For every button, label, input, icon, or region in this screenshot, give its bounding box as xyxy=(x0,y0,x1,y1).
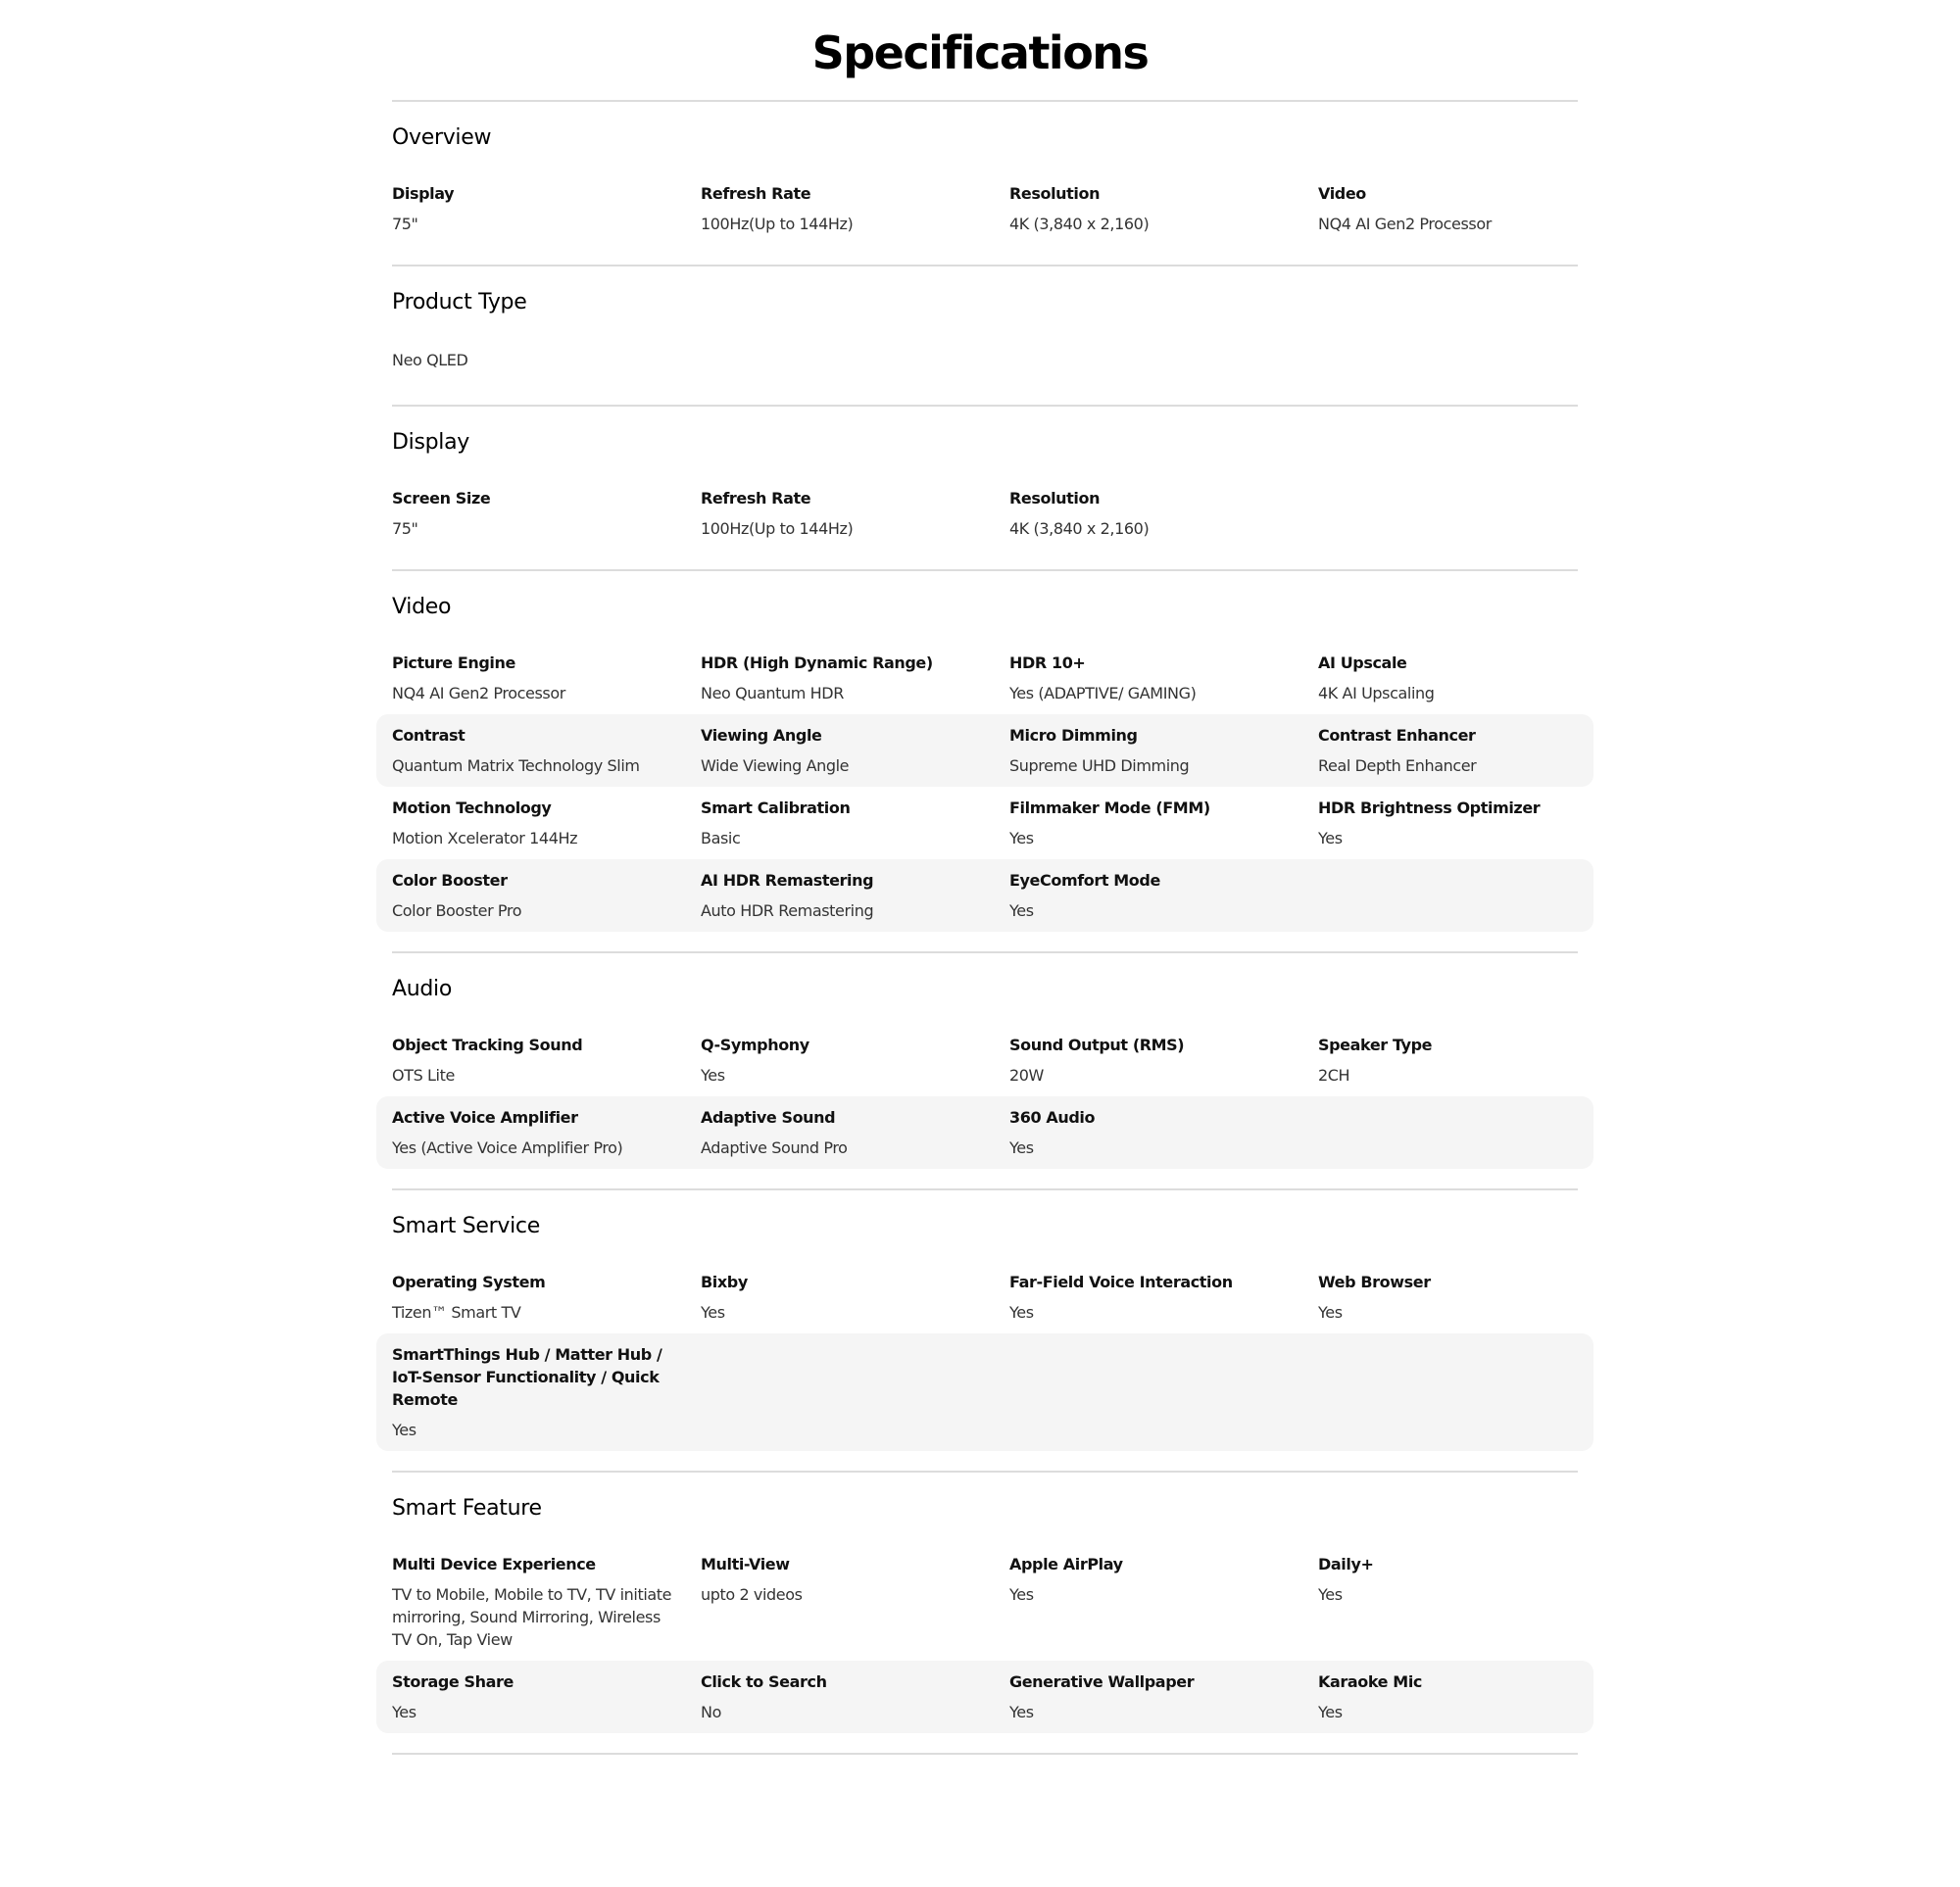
section-title: Video xyxy=(392,595,452,619)
spec-value: Yes xyxy=(1009,1585,1034,1604)
spec-row xyxy=(376,1661,1593,1733)
spec-value: Supreme UHD Dimming xyxy=(1009,756,1190,775)
spec-item xyxy=(1318,1670,1627,1723)
spec-item xyxy=(701,487,1009,540)
spec-row xyxy=(376,1543,1593,1661)
spec-label: Resolution xyxy=(1009,184,1101,203)
spec-label: Contrast xyxy=(392,726,466,745)
spec-value: Yes xyxy=(1009,901,1034,920)
section-title: Product Type xyxy=(392,290,527,314)
spec-value: Yes xyxy=(392,1421,416,1439)
spec-item xyxy=(701,1106,1009,1159)
spec-row xyxy=(376,787,1593,859)
spec-row xyxy=(376,714,1593,787)
spec-label: Bixby xyxy=(701,1273,748,1291)
spec-row xyxy=(376,859,1593,932)
spec-value: Yes (ADAPTIVE/ GAMING) xyxy=(1009,684,1197,702)
section-title: Smart Feature xyxy=(392,1496,542,1521)
spec-item xyxy=(392,652,701,704)
spec-value: Yes xyxy=(1318,1703,1343,1721)
spec-value: Yes (Active Voice Amplifier Pro) xyxy=(392,1138,623,1157)
spec-label: Apple AirPlay xyxy=(1009,1555,1123,1573)
spec-item xyxy=(392,1670,701,1723)
spec-item xyxy=(701,1670,1009,1723)
spec-label: EyeComfort Mode xyxy=(1009,871,1160,890)
section-title: Audio xyxy=(392,977,453,1001)
spec-item xyxy=(392,182,701,235)
spec-row xyxy=(376,1024,1593,1096)
spec-row xyxy=(376,1261,1593,1333)
spec-label: Picture Engine xyxy=(392,653,515,672)
spec-value: 75" xyxy=(392,215,418,233)
spec-value: Auto HDR Remastering xyxy=(701,901,874,920)
spec-item xyxy=(701,797,1009,849)
spec-label: Storage Share xyxy=(392,1672,514,1691)
spec-label: Filmmaker Mode (FMM) xyxy=(1009,798,1210,817)
section-smart-feature xyxy=(392,1471,1578,1753)
page-title: Specifications xyxy=(811,26,1149,79)
spec-item xyxy=(392,797,701,849)
spec-item xyxy=(701,1553,1009,1651)
spec-label: Contrast Enhancer xyxy=(1318,726,1476,745)
specifications-list xyxy=(392,100,1578,1755)
spec-label: Object Tracking Sound xyxy=(392,1036,583,1054)
spec-value: Yes xyxy=(1009,829,1034,847)
spec-item xyxy=(1009,1034,1318,1087)
spec-label: Far-Field Voice Interaction xyxy=(1009,1273,1233,1291)
spec-label: Micro Dimming xyxy=(1009,726,1138,745)
spec-value: 4K AI Upscaling xyxy=(1318,684,1435,702)
spec-item xyxy=(1318,797,1627,849)
spec-item xyxy=(1009,1271,1318,1324)
spec-value: Neo Quantum HDR xyxy=(701,684,844,702)
spec-label: AI HDR Remastering xyxy=(701,871,874,890)
spec-item xyxy=(1009,1106,1318,1159)
spec-value: Adaptive Sound Pro xyxy=(701,1138,848,1157)
spec-item xyxy=(392,487,701,540)
spec-value: Yes xyxy=(1318,1585,1343,1604)
spec-label: Multi-View xyxy=(701,1555,790,1573)
spec-value: Yes xyxy=(1009,1303,1034,1322)
section-audio xyxy=(392,951,1578,1188)
spec-value: Real Depth Enhancer xyxy=(1318,756,1477,775)
spec-item xyxy=(1318,1553,1627,1651)
spec-value: Yes xyxy=(1318,829,1343,847)
spec-value: 20W xyxy=(1009,1066,1044,1085)
spec-row xyxy=(376,477,1593,550)
spec-item xyxy=(1009,1553,1318,1651)
spec-item xyxy=(701,724,1009,777)
spec-value: No xyxy=(701,1703,721,1721)
spec-value: Yes xyxy=(701,1303,725,1322)
spec-label: Refresh Rate xyxy=(701,184,811,203)
spec-label: Motion Technology xyxy=(392,798,552,817)
spec-label: Refresh Rate xyxy=(701,489,811,508)
spec-value: 75" xyxy=(392,519,418,538)
spec-label: SmartThings Hub / Matter Hub / IoT-Sensor Functionality / Quick Remote xyxy=(392,1345,662,1409)
spec-label: Operating System xyxy=(392,1273,546,1291)
spec-item xyxy=(701,182,1009,235)
spec-item xyxy=(701,1271,1009,1324)
spec-item xyxy=(392,1034,701,1087)
spec-value: Yes xyxy=(1318,1303,1343,1322)
spec-row xyxy=(376,1333,1593,1451)
section-title: Smart Service xyxy=(392,1214,540,1238)
section-product-type xyxy=(392,265,1578,405)
spec-label: Active Voice Amplifier xyxy=(392,1108,578,1127)
spec-value: Yes xyxy=(392,1703,416,1721)
spec-value: 4K (3,840 x 2,160) xyxy=(1009,215,1150,233)
spec-label: Web Browser xyxy=(1318,1273,1431,1291)
spec-label: Display xyxy=(392,184,455,203)
section-display xyxy=(392,405,1578,569)
spec-value: Motion Xcelerator 144Hz xyxy=(392,829,578,847)
spec-label: HDR Brightness Optimizer xyxy=(1318,798,1541,817)
spec-label: AI Upscale xyxy=(1318,653,1407,672)
spec-item xyxy=(701,1034,1009,1087)
spec-label: Screen Size xyxy=(392,489,491,508)
spec-item xyxy=(701,652,1009,704)
spec-label: Smart Calibration xyxy=(701,798,851,817)
spec-value: 100Hz(Up to 144Hz) xyxy=(701,215,854,233)
spec-label: Resolution xyxy=(1009,489,1101,508)
spec-label: Multi Device Experience xyxy=(392,1555,596,1573)
spec-value: 4K (3,840 x 2,160) xyxy=(1009,519,1150,538)
spec-item xyxy=(392,724,701,777)
section-video xyxy=(392,569,1578,951)
spec-item xyxy=(1318,1271,1627,1324)
spec-item xyxy=(1009,1670,1318,1723)
spec-value: Quantum Matrix Technology Slim xyxy=(392,756,640,775)
spec-value: NQ4 AI Gen2 Processor xyxy=(1318,215,1492,233)
spec-value: Tizen™ Smart TV xyxy=(392,1303,521,1322)
spec-item xyxy=(1009,797,1318,849)
spec-label: Daily+ xyxy=(1318,1555,1374,1573)
spec-label: HDR (High Dynamic Range) xyxy=(701,653,933,672)
spec-label: Sound Output (RMS) xyxy=(1009,1036,1185,1054)
spec-label: Speaker Type xyxy=(1318,1036,1433,1054)
spec-row xyxy=(376,172,1593,245)
spec-item xyxy=(1009,724,1318,777)
spec-label: Video xyxy=(1318,184,1366,203)
spec-value: Color Booster Pro xyxy=(392,901,522,920)
spec-item xyxy=(392,1343,701,1441)
spec-value: NQ4 AI Gen2 Processor xyxy=(392,684,565,702)
spec-label: Q-Symphony xyxy=(701,1036,809,1054)
spec-item xyxy=(1318,182,1627,235)
spec-value: 2CH xyxy=(1318,1066,1350,1085)
spec-label: Viewing Angle xyxy=(701,726,822,745)
spec-value: Yes xyxy=(701,1066,725,1085)
spec-item xyxy=(1009,182,1318,235)
spec-value: 100Hz(Up to 144Hz) xyxy=(701,519,854,538)
section-smart-service xyxy=(392,1188,1578,1471)
spec-value: Wide Viewing Angle xyxy=(701,756,850,775)
spec-value: upto 2 videos xyxy=(701,1585,803,1604)
spec-item xyxy=(392,1271,701,1324)
spec-value: Yes xyxy=(1009,1138,1034,1157)
spec-value: Neo QLED xyxy=(392,351,468,369)
section-overview xyxy=(392,100,1578,265)
spec-value: Yes xyxy=(1009,1703,1034,1721)
spec-value: OTS Lite xyxy=(392,1066,455,1085)
spec-label: Color Booster xyxy=(392,871,508,890)
spec-label: Adaptive Sound xyxy=(701,1108,836,1127)
spec-item xyxy=(1318,652,1627,704)
spec-label: 360 Audio xyxy=(1009,1108,1096,1127)
spec-value: Basic xyxy=(701,829,741,847)
spec-item xyxy=(1009,869,1318,922)
spec-label: HDR 10+ xyxy=(1009,653,1086,672)
spec-item xyxy=(1318,724,1627,777)
spec-item xyxy=(1318,1034,1627,1087)
spec-value: TV to Mobile, Mobile to TV, TV initiate mirroring, Sound Mirroring, Wireless TV On, Tap View xyxy=(392,1585,672,1649)
spec-row xyxy=(376,642,1593,714)
spec-row xyxy=(376,1096,1593,1169)
section-title: Display xyxy=(392,430,469,455)
spec-item xyxy=(392,1553,701,1651)
divider xyxy=(392,1753,1578,1755)
spec-label: Karaoke Mic xyxy=(1318,1672,1422,1691)
spec-label: Click to Search xyxy=(701,1672,827,1691)
spec-item xyxy=(1009,652,1318,704)
section-title: Overview xyxy=(392,125,492,150)
spec-item xyxy=(392,1106,701,1159)
spec-item xyxy=(701,869,1009,922)
spec-item xyxy=(1009,487,1318,540)
spec-item xyxy=(392,869,701,922)
spec-label: Generative Wallpaper xyxy=(1009,1672,1195,1691)
